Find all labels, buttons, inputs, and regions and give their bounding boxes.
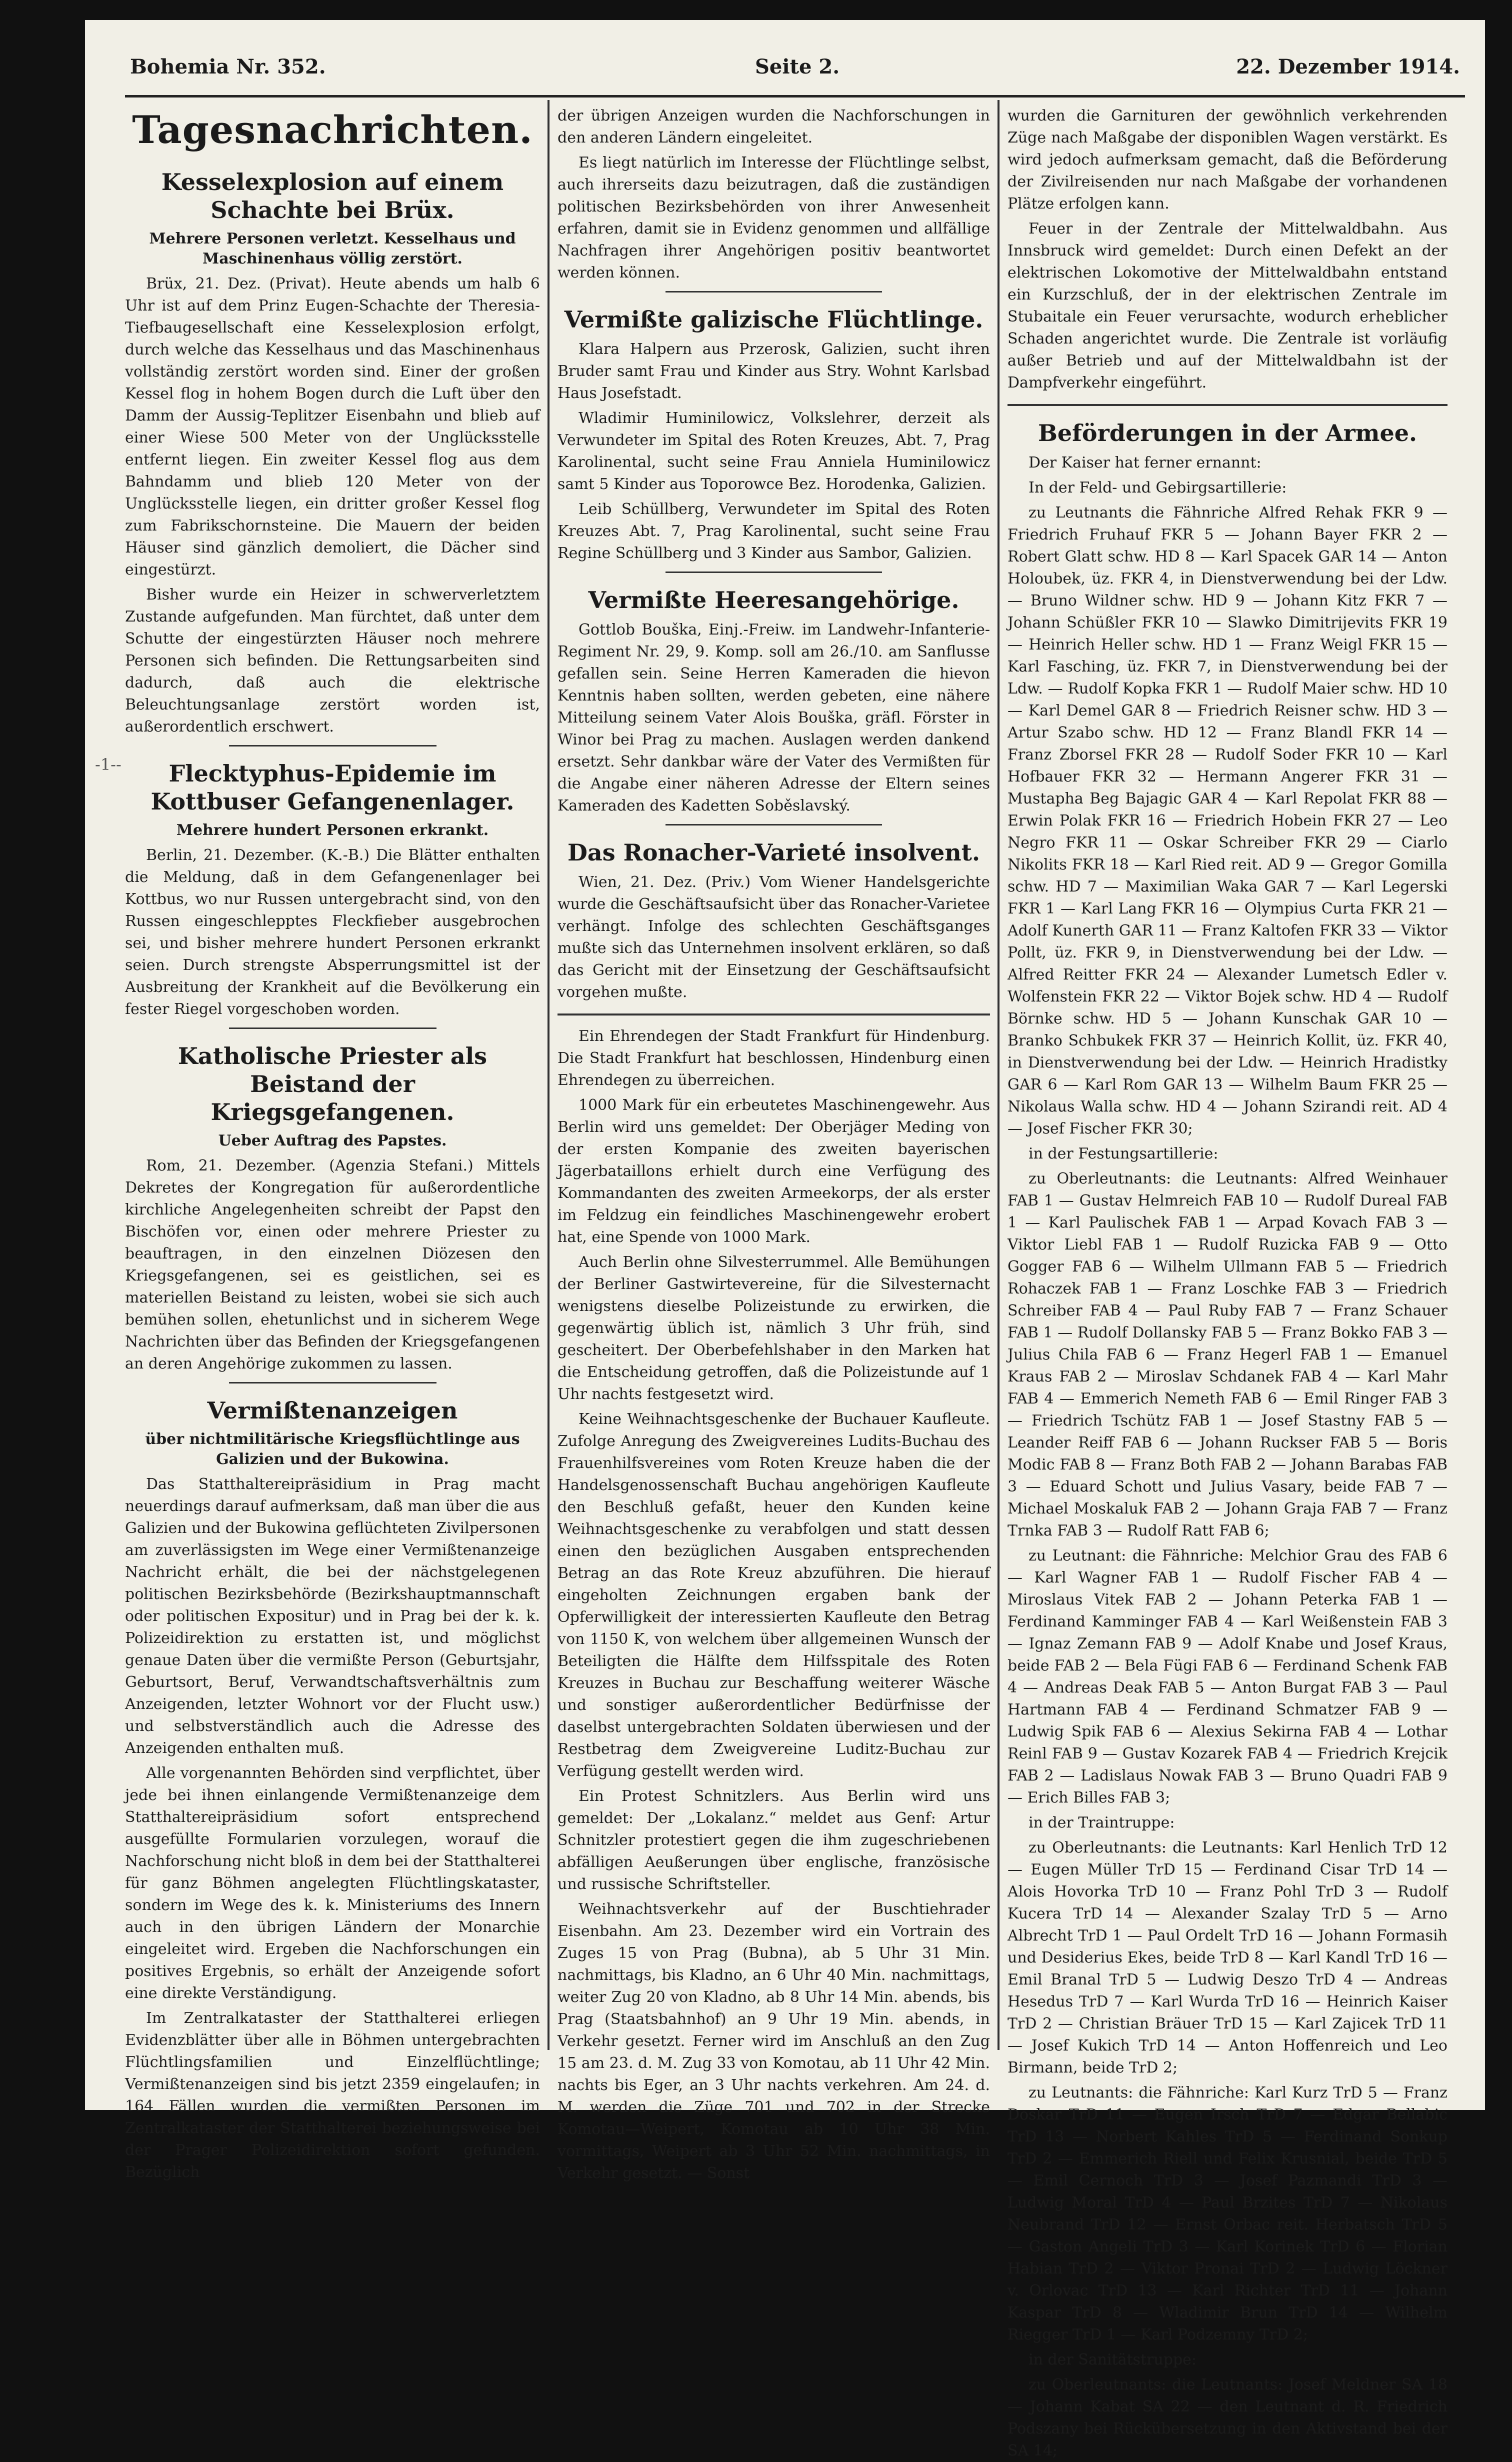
- article-paragraph: der übrigen Anzeigen wurden die Nachforschungen in den anderen Ländern eingeleitet.: [558, 107, 990, 146]
- column-rule-2: [998, 100, 1000, 2050]
- header-issue: Bohemia Nr. 352.: [130, 55, 326, 78]
- article-subhead: Ueber Auftrag des Papstes.: [218, 1132, 447, 1150]
- article-paragraph: zu Oberleutnants: die Leutnants: Karl Henlich TrD 12 — Eugen Müller TrD 15 — Ferdinand Cisar TrD 14 — Alois Hovorka TrD 10 — Franz Pohl TrD 3 — Rudolf Kucera TrD 14 — Alexander Szalay TrD 5 — Arno Albrecht TrD 1 — Paul Ordelt TrD 16 — Johann Formasih und Desiderius Ekes, beide TrD 8 — Karl Kandl TrD 16 — Emil Branal TrD 5 — Ludwig Deszo TrD 4 — Andreas Hesedus TrD 7 — Karl Wurda TrD 16 — Heinrich Kaiser TrD 2 — Christian Bräuer TrD 15 — Karl Zajicek TrD 11 — Josef Kukich TrD 14 — Anton Hoffenreich und Leo Birmann, beide TrD 2;: [1008, 1839, 1448, 2076]
- article-headline: Vermißte Heeresangehörige.: [588, 586, 960, 614]
- article-headline: Kesselexplosion auf einem Schachte bei Brüx.: [161, 168, 504, 224]
- stray-pencil-mark: -1--: [95, 755, 122, 774]
- article-paragraph: Klara Halpern aus Przerosk, Galizien, sucht ihren Bruder samt Frau und Kinder aus Stry. Wohnt Karlsbad Haus Josefstadt.: [558, 340, 990, 402]
- article-paragraph: In der Feld- und Gebirgsartillerie:: [1028, 479, 1287, 496]
- article-paragraph: Das Statthaltereipräsidium in Prag macht neuerdings darauf aufmerksam, daß man über die aus Galizien und der Bukowina geflüchteten Zivilpersonen am zuverlässigsten im Wege einer Vermißtenanzeige Nachricht erhält, die bei der nächstgelegenen politischen Bezirksbehörde (Bezirkshauptmannschaft oder politischen Expositur) und in Prag bei der k. k. Polizeidirektion zu erstatten ist, und möglichst genaue Daten über die vermißte Person (Geburtsjahr, Geburtsort, Beruf, Verwandtschaftsverhältnis zum Anzeigenden, letzter Wohnort vor der Flucht usw.) und selbstverständlich auch die Adresse des Anzeigenden enthalten muß.: [125, 1476, 540, 1757]
- article-separator: [666, 291, 882, 292]
- article-paragraph: Feuer in der Zentrale der Mittelwaldbahn. Aus Innsbruck wird gemeldet: Durch einen Defekt an der elektrischen Lokomotive der Mittelwaldbahn entstand ein Kurzschluß, der in der elektrischen Zentrale im Stubaitale ein Feuer verursachte, wodurch erheblicher Schaden angerichtet wurde. Die Zentrale ist vorläufig außer Betrieb und auf der Mittelwaldbahn ist der Dampfverkehr eingeführt.: [1008, 220, 1448, 392]
- header-date: 22. Dezember 1914.: [1236, 55, 1460, 78]
- article-paragraph: Ein Protest Schnitzlers. Aus Berlin wird uns gemeldet: Der „Lokalanz.“ meldet aus Genf: Artur Schnitzler protestiert gegen die ihm zugeschriebenen abfälligen Aeußerungen über englische, französische und russische Schriftsteller.: [558, 1788, 990, 1893]
- article-separator: [1008, 404, 1448, 406]
- column-3: [1008, 105, 1448, 2460]
- article-separator: [229, 1382, 436, 1384]
- header-rule: [125, 95, 1465, 98]
- article-paragraph: Ein Ehrendegen der Stadt Frankfurt für Hindenburg. Die Stadt Frankfurt hat beschlossen, Hindenburg einen Ehrendegen zu überreichen.: [558, 1028, 990, 1089]
- article-paragraph: zu Leutnants die Fähnriche Alfred Rehak FKR 9 — Friedrich Fruhauf FKR 5 — Johann Bayer FKR 2 — Robert Glatt schw. HD 8 — Karl Spacek GAR 14 — Anton Holoubek, üz. FKR 4, in Dienstverwendung bei der Ldw. — Bruno Wildner schw. HD 9 — Johann Kitz FKR 7 — Johann Schüßler FKR 10 — Slawko Dimitrijevits FKR 19 — Heinrich Heller schw. HD 1 — Franz Weigl FKR 15 — Karl Fasching, üz. FKR 7, in Dienstverwendung bei der Ldw. — Rudolf Kopka FKR 1 — Rudolf Maier schw. HD 10 — Karl Demel GAR 8 — Friedrich Reisner schw. HD 3 — Artur Szabo schw. HD 12 — Franz Blandl FKR 14 — Franz Zborsel FKR 28 — Rudolf Soder FKR 10 — Karl Hofbauer FKR 32 — Hermann Angerer FKR 31 — Mustapha Beg Bajagic GAR 4 — Karl Repolat FKR 88 — Erwin Polak FKR 16 — Friedrich Hobein FKR 27 — Leo Negro FKR 11 — Oskar Schreiber FKR 29 — Ciarlo Nikolits FKR 18 — Karl Ried reit. AD 9 — Gregor Gomilla schw. HD 7 — Maximilian Waka GAR 7 — Karl Legerski FKR 1 — Karl Lang FKR 16 — Olympius Curta FKR 21 — Adolf Kunerth GAR 11 — Franz Kaltofen FKR 33 — Viktor Pollt, üz. FKR 9, in Dienstverwendung bei der Ldw. — Alfred Reitter FKR 24 — Alexander Lumetsch Edler v. Wolfenstein FKR 22 — Viktor Bojek schw. HD 4 — Rudolf Börnke schw. HD 5 — Johann Kunschak GAR 10 — Branko Schbukek FKR 37 — Heinrich Kollit, üz. FKR 40, in Dienstverwendung bei der Ldw. — Heinrich Hradistky GAR 6 — Karl Rom GAR 13 — Wilhelm Baum FKR 25 — Nikolaus Walla schw. HD 4 — Johann Szirandi reit. AD 4 — Josef Fischer FKR 30;: [1008, 504, 1448, 1138]
- article-paragraph: Wien, 21. Dez. (Priv.) Vom Wiener Handelsgerichte wurde die Geschäftsaufsicht über das Ronacher-Varietee verhängt. Infolge des schlechten Geschäftsganges mußte sich das Unternehmen insolvent erklären, so daß das Gericht mit der Einsetzung der Geschäftsaufsicht vorgehen mußte.: [558, 874, 990, 1001]
- article-paragraph: Brüx, 21. Dez. (Privat). Heute abends um halb 6 Uhr ist auf dem Prinz Eugen-Schachte der Theresia-Tiefbaugesellschaft eine Kesselexplosion erfolgt, durch welche das Kesselhaus und das Maschinenhaus vollständig zerstört worden sind. Einer der großen Kessel flog in hohem Bogen durch die Luft über den Damm der Aussig-Teplitzer Eisenbahn und blieb auf einer Wiese 500 Meter von der Unglücksstelle entfernt liegen. Ein zweiter Kessel flog aus dem Bahndamm und blieb 120 Meter von der Unglücksstelle liegen, ein dritter großer Kessel flog zum Fabrikschornsteine. Die Mauern der beiden Häuser sind gänzlich demoliert, die Dächer sind eingestürzt.: [125, 275, 540, 578]
- article-headline: Vermißte galizische Flüchtlinge.: [564, 306, 984, 333]
- article-headline: Das Ronacher-Varieté insolvent.: [568, 839, 980, 866]
- article-subhead: Mehrere Personen verletzt. Kesselhaus und Maschinenhaus völlig zerstört.: [149, 230, 516, 268]
- article-paragraph: zu Leutnants: die Fähnriche: Karl Kurz TrD 5 — Franz Doskar TrD 11 — Eugen Irsch TrD 7 — Edgar Bellabic TrD 13 — Norbert Kahles TrD 5 — Ferdinand Sonkup TrD 2 — Emmerich Riell und Felix Krusnial, beide TrD 5 — Emil Cernoch TrD 3 — Josef Pazmandi TrD 3 — Ludwig Moral TrD 4 — Paul Brzites TrD 7 — Nikolaus Neubrand TrD 12 — Ernst Orbac reit. Herbatsch TrD 5 — Gaston Angeli TrD 3 — Karl Korinek TrD 6 — Florian Habian TrD 2 — Viktor Pronai TrD 2 — Ludwig Löckner v. Orlovac TrD 13 — Karl Richter TrD 11 — Johann Kaspar TrD 8 — Wladimir Brun TrD 14 — Wilhelm Riegger TrD 1 — Karl Podzemny TrD 2;: [1008, 2084, 1448, 2344]
- article-paragraph: Es liegt natürlich im Interesse der Flüchtlinge selbst, auch ihrerseits dazu beizutragen, daß die zuständigen politischen Bezirksbehörden von ihrer Anwesenheit erfahren, damit sie in Evidenz genommen und allfällige Nachfragen ihrer Angehörigen positiv beantwortet werden können.: [558, 154, 990, 282]
- newspaper-page: [85, 20, 1485, 2460]
- article-paragraph: in der Sanitätstruppe:: [1028, 2351, 1197, 2368]
- article-paragraph: zu Leutnant: die Fähnriche: Melchior Grau des FAB 6 — Karl Wagner FAB 1 — Rudolf Fischer FAB 4 — Miroslaus Vitek FAB 2 — Johann Peterka FAB 1 — Ferdinand Kamminger FAB 4 — Karl Weißenstein FAB 3 — Ignaz Zemann FAB 9 — Adolf Knabe und Josef Kraus, beide FAB 2 — Bela Fügi FAB 6 — Ferdinand Schenk FAB 4 — Andreas Deak FAB 5 — Anton Burgat FAB 3 — Paul Hartmann FAB 4 — Ferdinand Schmatzer FAB 9 — Ludwig Spik FAB 6 — Alexius Sekirna FAB 4 — Lothar Reinl FAB 9 — Gustav Kozarek FAB 4 — Friedrich Krejcik FAB 2 — Ladislaus Nowak FAB 3 — Bruno Quadri FAB 9 — Erich Billes FAB 3;: [1008, 1547, 1448, 1806]
- article-paragraph: Wladimir Huminilowicz, Volkslehrer, derzeit als Verwundeter im Spital des Roten Kreuzes, Abt. 7, Prag Karolinental, sucht seine Frau Anniela Huminilowicz samt 5 Kinder aus Toporowce Bez. Horodenka, Galizien.: [558, 410, 990, 493]
- article-headline: Vermißtenanzeigen: [207, 1397, 458, 1424]
- article-paragraph: Bisher wurde ein Heizer in schwerverletztem Zustande aufgefunden. Man fürchtet, daß unter dem Schutte der eingestürzten Häuser noch mehrere Personen sich befinden. Die Rettungsarbeiten sind dadurch, daß auch die elektrische Beleuchtungsanlage zerstört worden ist, außerordentlich erschwert.: [125, 586, 540, 736]
- article-headline: Flecktyphus-Epidemie im Kottbuser Gefangenenlager.: [150, 760, 514, 815]
- article-paragraph: Weihnachtsverkehr auf der Buschtiehrader Eisenbahn. Am 23. Dezember wird ein Vortrain des Zuges 15 von Prag (Bubna), ab 5 Uhr 31 Min. nachmittags, bis Kladno, an 6 Uhr 40 Min. nachmittags, weiter Zug 20 von Kladno, ab 8 Uhr 14 Min. abends, bis Prag (Staatsbahnhof) an 9 Uhr 19 Min. abends, in Verkehr gesetzt. Ferner wird im Anschluß an den Zug 15 am 23. d. M. Zug 33 von Komotau, ab 11 Uhr 42 Min. nachts bis Eger, an 3 Uhr nachts verkehren. Am 24. d. M. werden die Züge 701 und 702 in der Strecke Komotau—Weipert, Komotau ab 10 Uhr 38 Min. vormittags, Weipert ab 3 Uhr 52 Min. nachmittags, in Verkehr gesetzt. — Sonst: [558, 1900, 990, 2182]
- article-paragraph: Gottlob Bouška, Einj.-Freiw. im Landwehr-Infanterie-Regiment Nr. 29, 9. Komp. soll am 26./10. am Sanflusse gefallen sein. Seine Herren Kameraden die hievon Kenntnis haben sollten, werden gebeten, eine nähere Mitteilung seinem Vater Alois Bouška, gräfl. Förster in Winor bei Prag zu machen. Auslagen werden dankend ersetzt. Sehr dankbar wäre der Vater des Vermißten für die Angabe einer näheren Adresse der Eltern seines Kameraden des Kadetten Soběslavský.: [558, 621, 990, 814]
- article-paragraph: Der Kaiser hat ferner ernannt:: [1028, 454, 1262, 472]
- article-paragraph: Im Zentralkataster der Statthalterei erliegen Evidenzblätter über alle in Böhmen untergebrachten Flüchtlingsfamilien und Einzelflüchtlinge; Vermißtenanzeigen sind bis jetzt 2359 eingelaufen; in 164 Fällen wurden die vermißten Personen im Zentralkataster der Statthalterei beziehungsweise bei der Prager Polizeidirektion sofort gefunden. Bezüglich: [125, 2010, 540, 2181]
- article-paragraph: Berlin, 21. Dezember. (K.-B.) Die Blätter enthalten die Meldung, daß in dem Gefangenenlager bei Kottbus, wo nur Russen untergebracht sind, von den Russen eingeschlepptes Fleckfieber ausgebrochen sei, und bisher mehrere hundert Personen erkrankt seien. Durch strengste Absperrungsmittel ist der Ausbreitung der Krankheit auf die Bevölkerung ein fester Riegel vorgeschoben worden.: [125, 846, 540, 1018]
- article-separator: [666, 572, 882, 573]
- article-separator: [229, 1028, 436, 1029]
- article-paragraph: Rom, 21. Dezember. (Agenzia Stefani.) Mittels Dekretes der Kongregation für außerordentliche kirchliche Angelegenheiten schreibt der Papst den Bischöfen vor, einen oder mehrere Priester zu beauftragen, in den einzelnen Diözesen den Kriegsgefangenen, sei es geistlichen, sei es materiellen Beistand zu leisten, wobei sie sich auch bemühen sollen, ehetunlichst und in sicherem Wege Nachrichten über das Befinden der Kriegsgefangenen an deren Angehörige zukommen zu lassen.: [125, 1157, 540, 1372]
- column-1: [125, 105, 540, 2181]
- article-paragraph: Leib Schüllberg, Verwundeter im Spital des Roten Kreuzes Abt. 7, Prag Karolinental, sucht seine Frau Regine Schüllberg und 3 Kinder aus Sambor, Galizien.: [558, 500, 990, 562]
- header-page-number: Seite 2.: [755, 55, 840, 78]
- article-paragraph: Auch Berlin ohne Silvesterrummel. Alle Bemühungen der Berliner Gastwirtevereine, für die Silvesternacht wenigstens dieselbe Polizeistunde zu erwirken, die gegenwärtig üblich ist, nämlich 3 Uhr früh, sind gescheitert. Der Oberbefehlshaber in den Marken hat die Entscheidung getroffen, daß die Polizeistunde auf 1 Uhr nachts festgesetzt wird.: [558, 1254, 990, 1403]
- article-subhead: Mehrere hundert Personen erkrankt.: [176, 822, 489, 839]
- page-header: [130, 50, 1460, 90]
- article-paragraph: 1000 Mark für ein erbeutetes Maschinengewehr. Aus Berlin wird uns gemeldet: Der Oberjäger Meding von der ersten Kompanie des zweiten bayerischen Jägerbataillons erhielt durch eine Verfügung des Kommandanten des zweiten Armeekorps, der als erster im Feldzug ein feindliches Maschinengewehr erobert hat, eine Spende von 1000 Mark.: [558, 1096, 990, 1246]
- article-paragraph: in der Festungsartillerie:: [1028, 1145, 1218, 1162]
- article-separator: [666, 824, 882, 826]
- article-subhead: über nichtmilitärische Kriegsflüchtlinge aus Galizien und der Bukowina.: [145, 1430, 520, 1468]
- article-separator: [558, 1014, 990, 1016]
- article-paragraph: Alle vorgenannten Behörden sind verpflichtet, über jede bei ihnen einlangende Vermißtenanzeige dem Statthaltereipräsidium sofort entsprechend ausgefüllte Formularien vorzulegen, worauf die Nachforschung nicht bloß in dem bei der Statthalterei für ganz Böhmen angelegten Flüchtlingskataster, sondern im Wege des k. k. Ministeriums des Innern auch in den übrigen Ländern der Monarchie eingeleitet wird. Ergeben die Nachforschungen ein positives Ergebnis, so erhält der Anzeigende sofort eine direkte Verständigung.: [125, 1764, 540, 2002]
- article-paragraph: Keine Weihnachtsgeschenke der Buchauer Kaufleute. Zufolge Anregung des Zweigvereines Ludits-Buchau des Frauenhilfsvereines vom Roten Kreuze haben die der Handelsgenossenschaft Buchau angehörigen Kaufleute den Beschluß gefaßt, heuer den Kunden keine Weihnachtsgeschenke zu verabfolgen und statt dessen einen den bezüglichen Ausgaben entsprechenden Betrag an das Rote Kreuz abzuführen. Die hierauf eingeholten Zeichnungen ergaben bank der Opferwilligkeit der interessierten Kaufleute den Betrag von 1150 K, von welchem über allgemeinen Wunsch der Beteiligten die Hälfte dem Hilfsspitale des Roten Kreuzes in Buchau zur Beschaffung weiterer Wäsche und sonstiger außerordentlicher Bedürfnisse der daselbst untergebrachten Soldaten überwiesen und der Restbetrag dem Zweigvereine Luditz-Buchau zur Verfügung gestellt werden wird.: [558, 1410, 990, 1780]
- article-paragraph: zu Oberleutnants: die Leutnants: Alfred Weinhauer FAB 1 — Gustav Helmreich FAB 10 — Rudolf Dureal FAB 1 — Karl Paulischek FAB 1 — Arpad Kovach FAB 3 — Viktor Liebl FAB 1 — Rudolf Ruzicka FAB 9 — Otto Gogger FAB 6 — Wilhelm Ullmann FAB 5 — Friedrich Rohaczek FAB 1 — Franz Loschke FAB 3 — Friedrich Schreiber FAB 4 — Paul Ruby FAB 7 — Franz Schauer FAB 1 — Rudolf Dollansky FAB 5 — Franz Bokko FAB 3 — Julius Chila FAB 6 — Franz Hegerl FAB 1 — Emanuel Kraus FAB 2 — Miroslav Schdanek FAB 4 — Karl Mahr FAB 4 — Emmerich Nemeth FAB 6 — Emil Ringer FAB 3 — Friedrich Tschütz FAB 1 — Josef Stastny FAB 5 — Leander Reiff FAB 6 — Johann Ruckser FAB 5 — Boris Modic FAB 8 — Franz Both FAB 2 — Johann Barabas FAB 3 — Eduard Schott und Julius Vasary, beide FAB 7 — Michael Moskaluk FAB 2 — Johann Graja FAB 7 — Franz Trnka FAB 3 — Rudolf Ratt FAB 6;: [1008, 1170, 1448, 1540]
- article-paragraph: wurden die Garnituren der gewöhnlich verkehrenden Züge nach Maßgabe der disponiblen Wagen verstärkt. Es wird jedoch aufmerksam gemacht, daß die Beförderung der Zivilreisenden nur nach Maßgabe der vorhandenen Plätze erfolgen kann.: [1008, 107, 1448, 212]
- article-paragraph: in der Traintruppe:: [1028, 1814, 1175, 1832]
- article-headline: Beförderungen in der Armee.: [1038, 420, 1418, 446]
- article-headline: Katholische Priester als Beistand der Kriegsgefangenen.: [178, 1042, 488, 1126]
- article-separator: [229, 745, 436, 746]
- column-rule-1: [548, 100, 550, 2050]
- column-2: [558, 105, 990, 2182]
- section-title: Tagesnachrichten.: [132, 108, 533, 152]
- article-paragraph: zu Oberleutnants: die Leutnants: Josef Meldner SA 18 — Johann Kabat SA 22 — den Leutnant d. R. Friedrich Podszany bei Rückübersetzung in den Aktivstand bei der SA 14;: [1008, 2376, 1448, 2460]
